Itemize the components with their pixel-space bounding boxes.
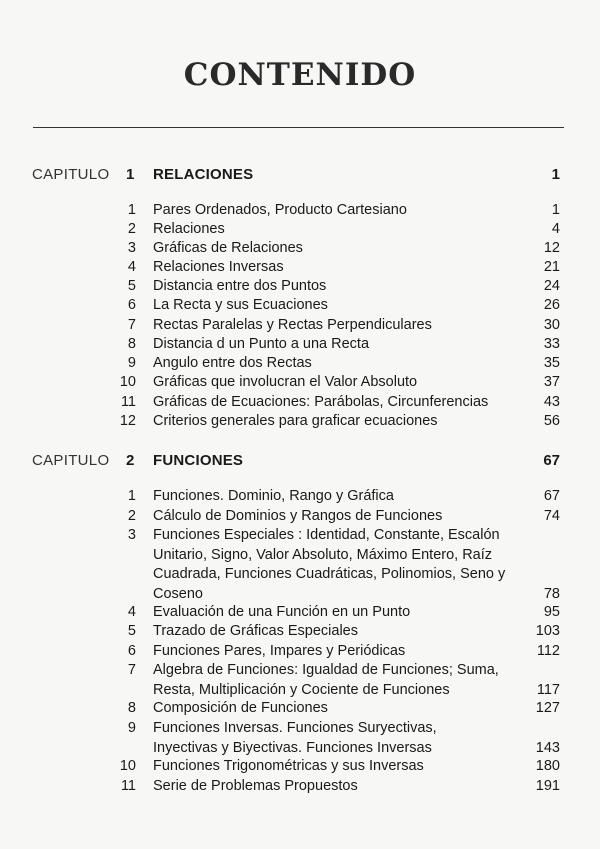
entry-page: 37 [543, 374, 560, 390]
entry-number: 8 [127, 700, 136, 716]
entry-page: 180 [535, 758, 560, 774]
entry-title: Rectas Paralelas y Rectas Perpendiculares [153, 317, 432, 333]
entry-title: Algebra de Funciones: Igualdad de Funciones; Suma, Resta, Multiplicación y Cociente de Funciones [153, 662, 499, 698]
entry-number: 4 [127, 604, 136, 620]
entry-title: Funciones Trigonométricas y sus Inversas [153, 758, 424, 774]
entry-page: 12 [543, 240, 560, 256]
entry-page: 78 [543, 585, 560, 602]
chapter-page: 1 [551, 166, 560, 183]
chapter-heading [0, 164, 600, 186]
entry-title: La Recta y sus Ecuaciones [153, 297, 328, 313]
entry-page: 35 [543, 355, 560, 371]
entry-title: Gráficas de Ecuaciones: Parábolas, Circunferencias [153, 394, 489, 410]
entry-page: 33 [543, 336, 560, 352]
entry-page: 1 [551, 202, 560, 218]
entry-page: 21 [543, 259, 560, 275]
entry-page: 127 [535, 700, 560, 716]
chapter-label: CAPITULO [32, 166, 110, 183]
entry-title: Trazado de Gráficas Especiales [153, 623, 358, 639]
chapter-number: 1 [126, 166, 135, 183]
entry-number: 10 [119, 758, 136, 774]
entry-number: 11 [120, 778, 136, 794]
entry-number: 5 [127, 278, 136, 294]
entry-number: 6 [127, 297, 136, 313]
entry-title: Relaciones Inversas [153, 259, 284, 275]
entry-page: 24 [543, 278, 560, 294]
entry-page: 4 [551, 221, 560, 237]
entry-title: Funciones Inversas. Funciones Suryectivas, Inyectivas y Biyectivas. Funciones Inversas [153, 720, 437, 756]
entry-page: 112 [536, 643, 560, 659]
entry-page: 117 [536, 681, 560, 698]
entry-number: 3 [127, 527, 136, 543]
entry-page: 26 [543, 297, 560, 313]
title-divider [33, 127, 564, 128]
entry-number: 8 [127, 336, 136, 352]
chapter-number: 2 [126, 452, 135, 469]
chapter-title: FUNCIONES [153, 452, 244, 469]
chapter-heading [0, 450, 600, 472]
entry-number: 2 [127, 508, 136, 524]
entry-title: Serie de Problemas Propuestos [153, 778, 358, 794]
entry-number: 7 [127, 662, 136, 678]
entry-page: 74 [543, 508, 560, 524]
entry-page: 56 [543, 413, 560, 429]
entry-page: 67 [543, 488, 560, 504]
entry-number: 9 [127, 720, 136, 736]
entry-number: 11 [120, 394, 136, 410]
entry-number: 6 [127, 643, 136, 659]
page-title: CONTENIDO [183, 57, 417, 93]
entry-page: 30 [543, 317, 560, 333]
entry-title: Gráficas de Relaciones [153, 240, 303, 256]
entry-number: 1 [127, 488, 136, 504]
entry-title: Cálculo de Dominios y Rangos de Funciones [153, 508, 443, 524]
entry-page: 191 [535, 778, 560, 794]
entry-page: 103 [535, 623, 560, 639]
entry-title: Gráficas que involucran el Valor Absoluto [153, 374, 418, 390]
entry-page: 43 [543, 394, 560, 410]
chapter-title: RELACIONES [153, 166, 254, 183]
entry-number: 4 [127, 259, 136, 275]
entry-title: Angulo entre dos Rectas [153, 355, 312, 371]
entry-title: Distancia d un Punto a una Recta [153, 336, 370, 352]
entry-title: Evaluación de una Función en un Punto [153, 604, 411, 620]
entry-title: Funciones Pares, Impares y Periódicas [153, 643, 406, 659]
entry-number: 3 [127, 240, 136, 256]
chapter-page: 67 [543, 452, 560, 469]
entry-number: 12 [119, 413, 136, 429]
entry-number: 7 [127, 317, 136, 333]
entry-page: 143 [535, 739, 560, 756]
entry-number: 1 [127, 202, 136, 218]
entry-title: Funciones Especiales : Identidad, Constante, Escalón Unitario, Signo, Valor Absoluto, Máximo Entero, Raíz Cuadrada, Funciones Cuadráticas, Polinomios, Seno y Coseno [153, 527, 506, 602]
entry-title: Pares Ordenados, Producto Cartesiano [153, 202, 407, 218]
entry-title: Composición de Funciones [153, 700, 328, 716]
entry-title: Distancia entre dos Puntos [153, 278, 327, 294]
entry-number: 2 [127, 221, 136, 237]
entry-title: Relaciones [153, 221, 225, 237]
chapter-label: CAPITULO [32, 452, 110, 469]
entry-page: 95 [543, 604, 560, 620]
entry-number: 5 [127, 623, 136, 639]
entry-title: Criterios generales para graficar ecuaciones [153, 413, 438, 429]
entry-title: Funciones. Dominio, Rango y Gráfica [153, 488, 394, 504]
entry-number: 9 [127, 355, 136, 371]
entry-number: 10 [119, 374, 136, 390]
